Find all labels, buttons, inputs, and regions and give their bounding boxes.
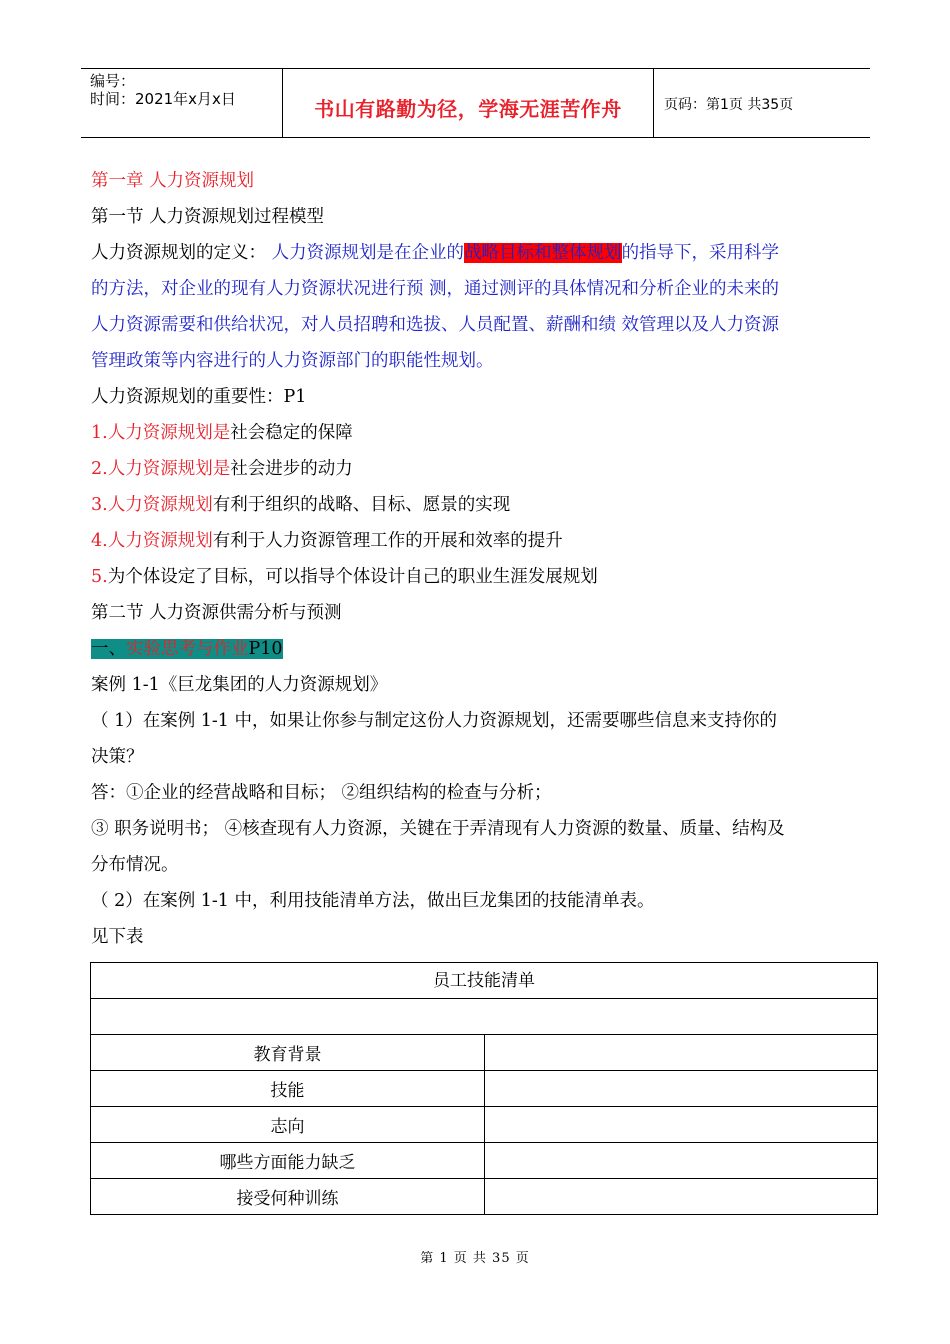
exercise-suffix: P10 bbox=[248, 639, 283, 659]
question-2: （ 2）在案例 1-1 中，利用技能清单方法，做出巨龙集团的技能清单表。 bbox=[91, 891, 655, 911]
importance-title: 人力资源规划的重要性：P1 bbox=[91, 387, 307, 407]
exercise-heading bbox=[91, 634, 871, 670]
definition-line-1 bbox=[91, 238, 871, 274]
motto: 书山有路勤为径，学海无涯苦作舟 bbox=[314, 97, 622, 121]
question-1-line-2: 决策？ bbox=[91, 747, 144, 767]
importance-item-text: 为个体设定了目标，可以指导个体设计自己的职业生涯发展规划 bbox=[107, 567, 598, 587]
answer-1-line-2: ③ 职务说明书； ④核查现有人力资源，关键在于弄清现有人力资源的数量、质量、结构及 bbox=[91, 819, 785, 839]
highlight-text: 战略目标和整体规划 bbox=[464, 243, 622, 263]
table-row-label: 志向 bbox=[91, 1107, 485, 1143]
header-motto-cell bbox=[283, 69, 654, 137]
number-label: 编号： bbox=[90, 72, 136, 90]
page-info: 页码：第1页 共35页 bbox=[664, 97, 794, 113]
skills-table bbox=[90, 962, 878, 1215]
answer-1-line-3: 分布情况。 bbox=[91, 855, 179, 875]
importance-item-lead: 2.人力资源规划是 bbox=[91, 459, 231, 479]
chapter-title: 第一章 人力资源规划 bbox=[91, 171, 255, 191]
table-cell-empty bbox=[485, 1071, 878, 1107]
time-label: 时间：2021年x月x日 bbox=[90, 90, 236, 108]
section-title: 第二节 人力资源供需分析与预测 bbox=[91, 603, 342, 623]
exercise-highlight: 实验思考与作业 bbox=[126, 639, 249, 659]
importance-item bbox=[91, 490, 871, 526]
importance-item bbox=[91, 418, 871, 454]
definition-text: 人力资源规划是在企业的 bbox=[266, 243, 465, 263]
definition-line-3: 人力资源需要和供给状况，对人员招聘和选拔、人员配置、薪酬和绩 效管理以及人力资源 bbox=[91, 315, 780, 335]
question-1-line-1: （ 1）在案例 1-1 中，如果让你参与制定这份人力资源规划，还需要哪些信息来支持你的 bbox=[91, 711, 778, 731]
importance-item-text: 有利于组织的战略、目标、愿景的实现 bbox=[212, 495, 511, 515]
exercise-prefix: 一、 bbox=[91, 639, 126, 659]
definition-label: 人力资源规划的定义： bbox=[91, 243, 266, 263]
table-cell-empty bbox=[485, 1179, 878, 1215]
definition-line-4: 管理政策等内容进行的人力资源部门的职能性规划。 bbox=[91, 351, 494, 371]
document-body bbox=[91, 166, 871, 958]
table-cell-empty bbox=[485, 1143, 878, 1179]
importance-item-lead: 4.人力资源规划 bbox=[91, 531, 213, 551]
see-below-note: 见下表 bbox=[91, 927, 144, 947]
definition-line-2: 的方法，对企业的现有人力资源状况进行预 测，通过测评的具体情况和分析企业的未来的 bbox=[91, 279, 780, 299]
case-title: 案例 1-1《巨龙集团的人力资源规划》 bbox=[91, 675, 388, 695]
table-row-label: 技能 bbox=[91, 1071, 485, 1107]
section-title: 第一节 人力资源规划过程模型 bbox=[91, 207, 325, 227]
page-header bbox=[81, 68, 870, 138]
table-row-label: 接受何种训练 bbox=[91, 1179, 485, 1215]
answer-1-line-1: 答：①企业的经营战略和目标； ②组织结构的检查与分析； bbox=[91, 783, 552, 803]
importance-item-text: 社会进步的动力 bbox=[230, 459, 353, 479]
table-row-label: 教育背景 bbox=[91, 1035, 485, 1071]
header-meta bbox=[81, 69, 283, 137]
table-cell-empty bbox=[485, 1107, 878, 1143]
importance-item-lead: 5. bbox=[91, 567, 108, 587]
table-blank-row bbox=[91, 999, 878, 1035]
importance-item-text: 有利于人力资源管理工作的开展和效率的提升 bbox=[212, 531, 563, 551]
importance-item-lead: 3.人力资源规划 bbox=[91, 495, 213, 515]
table-title: 员工技能清单 bbox=[91, 963, 878, 999]
importance-item bbox=[91, 454, 871, 490]
table-cell-empty bbox=[485, 1035, 878, 1071]
importance-item bbox=[91, 526, 871, 562]
importance-item-text: 社会稳定的保障 bbox=[230, 423, 353, 443]
definition-text: 的指导下，采用科学 bbox=[621, 243, 780, 263]
page-footer: 第 1 页 共 35 页 bbox=[420, 1251, 530, 1266]
importance-item-lead: 1.人力资源规划是 bbox=[91, 423, 231, 443]
table-row-label: 哪些方面能力缺乏 bbox=[91, 1143, 485, 1179]
importance-item bbox=[91, 562, 871, 598]
